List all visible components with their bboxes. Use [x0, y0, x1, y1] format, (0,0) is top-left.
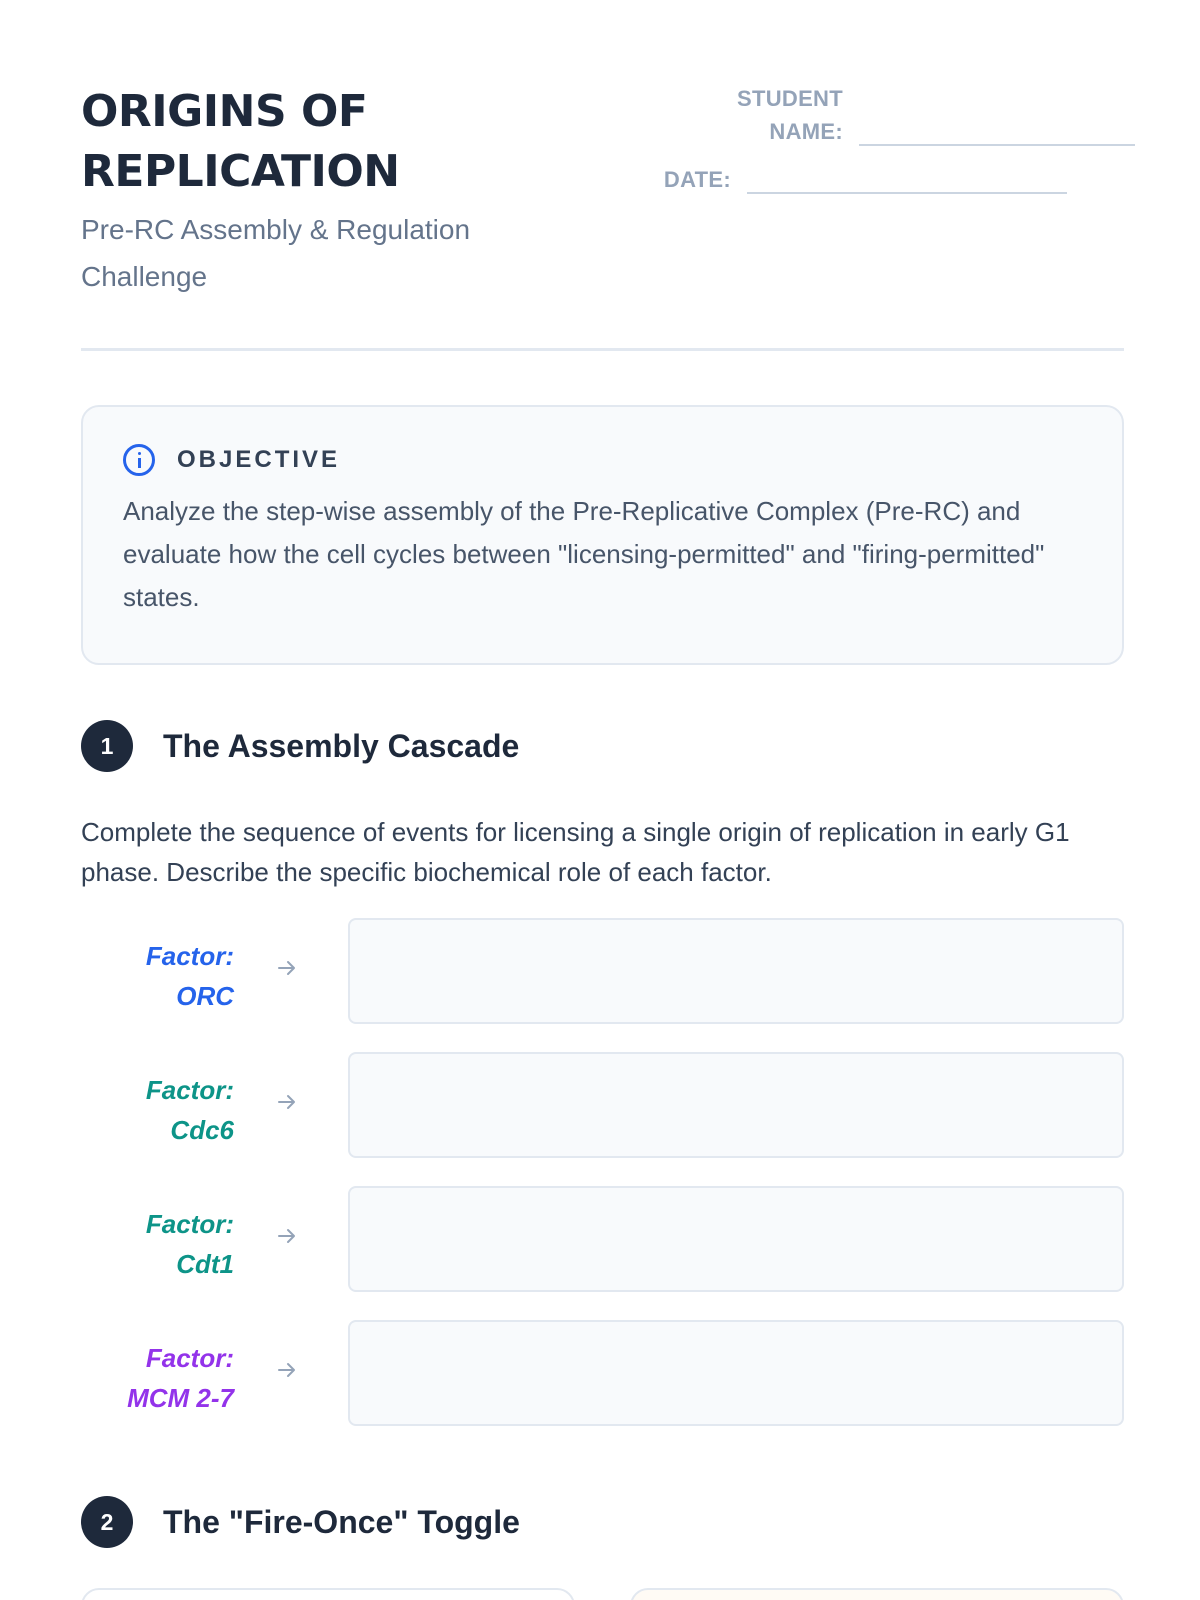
date-field[interactable]: [651, 163, 1067, 196]
answer-box[interactable]: [348, 1052, 1124, 1158]
answer-box[interactable]: [348, 1320, 1124, 1426]
student-name-line[interactable]: [859, 144, 1135, 146]
page-subtitle: Pre-RC Assembly & Regulation Challenge: [81, 214, 471, 292]
factor-label: Factor: MCM 2-7: [127, 1343, 234, 1413]
objective-card: [81, 405, 1124, 665]
toggle-card-right: [630, 1588, 1124, 1600]
section-2-heading: [81, 1496, 520, 1548]
info-icon: [123, 444, 155, 476]
section-number-badge: 1: [81, 720, 133, 772]
student-name-label: STUDENT NAME:: [737, 86, 843, 144]
header-divider: [81, 348, 1124, 351]
objective-text: Analyze the step-wise assembly of the Pre-Replicative Complex (Pre-RC) and evaluate how the cell cycles between "licensing-permitted" and "firing-permitted" states.: [123, 496, 1045, 612]
arrow-right-icon: [275, 1090, 299, 1114]
section-title: The "Fire-Once" Toggle: [163, 1503, 520, 1540]
answer-box[interactable]: [348, 918, 1124, 1024]
objective-heading: [123, 443, 1082, 477]
toggle-card-left: [81, 1588, 575, 1600]
title-line-1: ORIGINS OF: [81, 86, 368, 137]
title-line-2: REPLICATION: [81, 146, 400, 197]
worksheet-header: [81, 82, 1121, 352]
factor-row: [81, 1320, 1124, 1426]
factor-label: Factor: ORC: [145, 941, 234, 1011]
arrow-right-icon: [275, 956, 299, 980]
arrow-right-icon: [275, 1224, 299, 1248]
section-1-heading: [81, 720, 519, 772]
student-name-field[interactable]: [711, 82, 1135, 148]
factor-label: Factor: Cdt1: [145, 1209, 234, 1279]
answer-box[interactable]: [348, 1186, 1124, 1292]
factor-row: [81, 1186, 1124, 1292]
factor-row: [81, 918, 1124, 1024]
date-label: DATE:: [663, 167, 731, 192]
factor-row: [81, 1052, 1124, 1158]
factor-label: Factor: Cdc6: [145, 1075, 234, 1145]
objective-label: OBJECTIVE: [177, 446, 341, 473]
section-title: The Assembly Cascade: [163, 727, 520, 764]
page-title: [81, 82, 541, 202]
arrow-right-icon: [275, 1358, 299, 1382]
section-number-badge: 2: [81, 1496, 133, 1548]
section-1-instructions: Complete the sequence of events for licensing a single origin of replication in early G1 phase. Describe the specific biochemical role of each factor.: [81, 817, 1070, 887]
date-line[interactable]: [747, 192, 1067, 194]
